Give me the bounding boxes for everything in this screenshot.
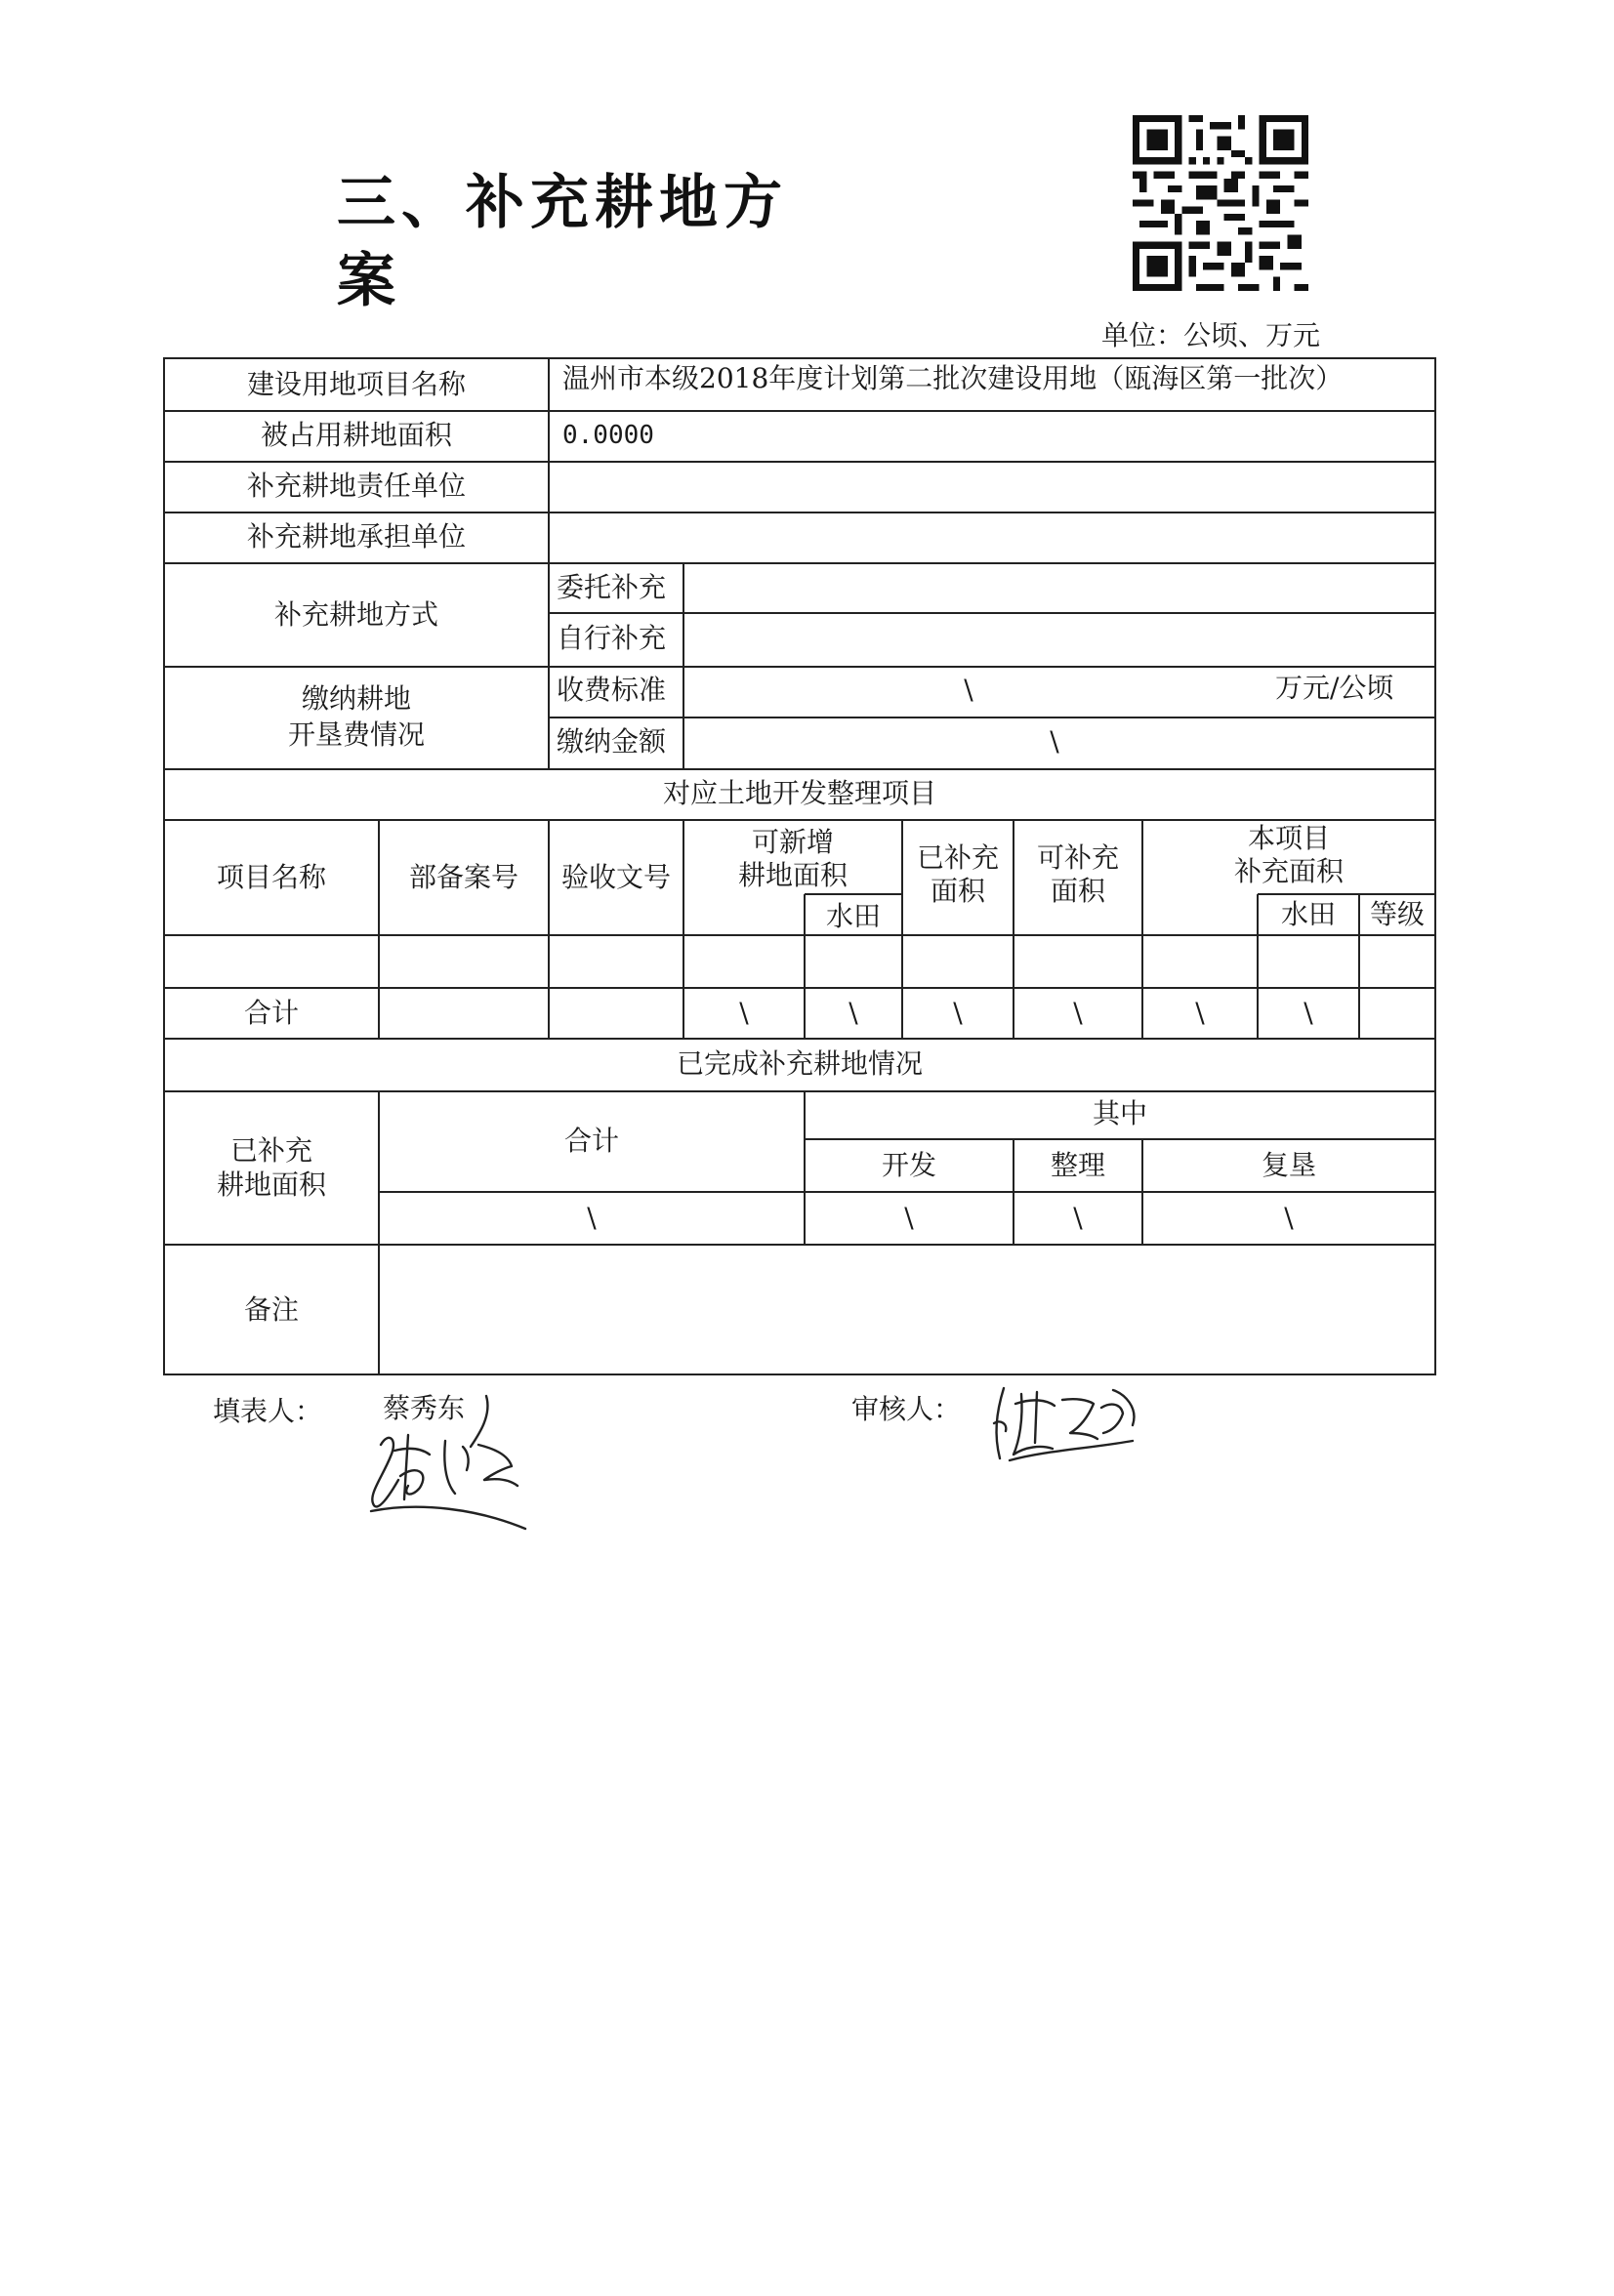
completed-total-value: \ <box>587 1202 597 1234</box>
dev-total-cell: \ <box>1195 997 1205 1029</box>
occupied-area-value: 0.0000 <box>562 421 654 450</box>
method-entrust-label: 委托补充 <box>557 571 667 603</box>
fee-standard-value: \ <box>964 674 973 706</box>
col-header-new-area-line2: 耕地面积 <box>737 859 848 891</box>
reviewer-signature <box>986 1365 1152 1472</box>
fee-label-line1: 缴纳耕地 <box>301 682 412 715</box>
fee-amount-label: 缴纳金额 <box>557 725 667 758</box>
completed-develop-label: 开发 <box>881 1149 937 1181</box>
completed-reclaim-value: \ <box>1284 1202 1294 1234</box>
responsible-unit-label: 补充耕地责任单位 <box>246 470 467 502</box>
undertaking-unit-label: 补充耕地承担单位 <box>246 520 467 553</box>
unit-label: 单位：公顷、万元 <box>1101 319 1321 351</box>
fee-label-line2: 开垦费情况 <box>287 718 426 751</box>
completed-among-label: 其中 <box>1092 1097 1148 1129</box>
method-label: 补充耕地方式 <box>273 598 439 631</box>
completed-section-heading: 已完成补充耕地情况 <box>676 1047 924 1080</box>
col-header-available-line2: 面积 <box>1050 875 1106 907</box>
completed-row-label-line2: 耕地面积 <box>216 1168 327 1201</box>
col-header-this-project-line1: 本项目 <box>1247 822 1331 854</box>
project-name-label: 建设用地项目名称 <box>246 368 467 400</box>
col-header-acceptance-no: 验收文号 <box>560 861 672 893</box>
col-header-this-paddy: 水田 <box>1280 898 1337 930</box>
fee-standard-label: 收费标准 <box>557 674 667 706</box>
fee-amount-value: \ <box>1050 725 1059 758</box>
col-header-this-project-line2: 补充面积 <box>1233 855 1345 887</box>
fee-standard-unit: 万元/公顷 <box>1275 672 1394 704</box>
dev-section-heading: 对应土地开发整理项目 <box>662 777 937 809</box>
col-header-record-no: 部备案号 <box>408 861 519 893</box>
occupied-area-label: 被占用耕地面积 <box>260 419 453 451</box>
completed-total-label: 合计 <box>563 1125 620 1157</box>
filler-label: 填表人： <box>213 1395 323 1427</box>
col-header-available-line1: 可补充 <box>1036 841 1120 874</box>
col-header-paddy: 水田 <box>825 900 882 932</box>
col-header-new-area-line1: 可新增 <box>751 826 835 858</box>
dev-total-label: 合计 <box>243 997 300 1029</box>
filler-signature <box>361 1386 547 1533</box>
project-name-value: 温州市本级2018年度计划第二批次建设用地（瓯海区第一批次） <box>562 362 1344 394</box>
completed-develop-value: \ <box>904 1202 914 1234</box>
method-self-label: 自行补充 <box>557 622 667 654</box>
col-header-supplemented-line1: 已补充 <box>916 841 1000 874</box>
col-header-supplemented-line2: 面积 <box>930 875 986 907</box>
dev-total-cell: \ <box>739 997 749 1029</box>
remarks-label: 备注 <box>243 1293 300 1326</box>
filler-name: 蔡秀东 <box>383 1392 466 1424</box>
dev-total-cell: \ <box>953 997 963 1029</box>
completed-arrange-value: \ <box>1073 1202 1083 1234</box>
col-header-grade: 等级 <box>1369 898 1426 930</box>
dev-total-cell: \ <box>1304 997 1313 1029</box>
col-header-name: 项目名称 <box>216 861 327 893</box>
dev-total-cell: \ <box>1073 997 1083 1029</box>
completed-arrange-label: 整理 <box>1050 1149 1106 1181</box>
reviewer-label: 审核人： <box>851 1393 962 1425</box>
page-title: 三、补充耕地方案 <box>337 169 788 315</box>
dev-total-cell: \ <box>848 997 858 1029</box>
completed-reclaim-label: 复垦 <box>1261 1149 1317 1181</box>
completed-row-label-line1: 已补充 <box>229 1134 313 1167</box>
